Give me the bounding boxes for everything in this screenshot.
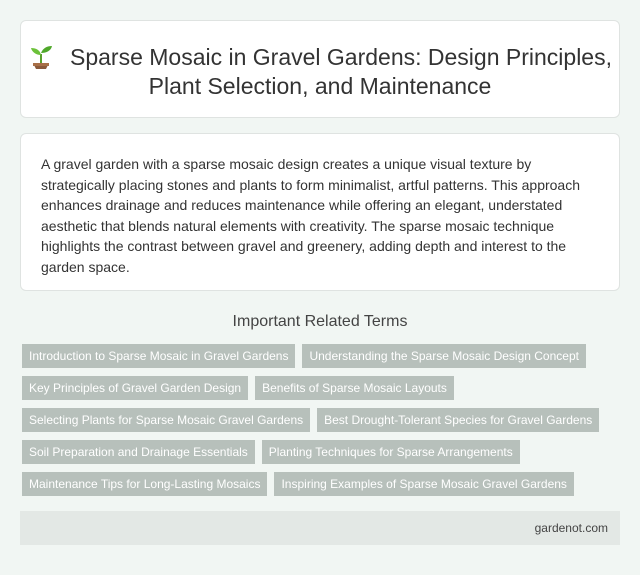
footer-site-link[interactable]: gardenot.com <box>534 521 608 535</box>
term-tag[interactable]: Selecting Plants for Sparse Mosaic Gravel Gardens <box>22 408 310 432</box>
intro-paragraph: A gravel garden with a sparse mosaic design creates a unique visual texture by strategically placing stones and plants to form minimalist, artful patterns. This approach enhances drainage and reduces maintenance while offering an elegant, understated aesthetic that blends natural elements with creativity. The sparse mosaic technique highlights the contrast between gravel and greenery, adding depth and interest to the garden space. <box>41 156 580 275</box>
term-tag[interactable]: Maintenance Tips for Long-Lasting Mosaics <box>22 472 267 496</box>
term-tag[interactable]: Key Principles of Gravel Garden Design <box>22 376 248 400</box>
terms-row <box>22 408 622 440</box>
term-tag[interactable]: Best Drought-Tolerant Species for Gravel Gardens <box>317 408 599 432</box>
term-tag[interactable]: Benefits of Sparse Mosaic Layouts <box>255 376 454 400</box>
term-tag[interactable]: Inspiring Examples of Sparse Mosaic Gravel Gardens <box>274 472 573 496</box>
term-tag[interactable]: Understanding the Sparse Mosaic Design Concept <box>302 344 585 368</box>
terms-row <box>22 344 622 376</box>
seedling-icon <box>28 43 54 69</box>
related-terms-heading: Important Related Terms <box>232 313 408 330</box>
page-title-text: Sparse Mosaic in Gravel Gardens: Design Principles, Plant Selection, and Maintenance <box>69 44 612 99</box>
title-card <box>20 20 620 118</box>
terms-row <box>22 376 622 408</box>
related-terms-list <box>22 344 622 504</box>
terms-row <box>22 440 622 472</box>
term-tag[interactable]: Soil Preparation and Drainage Essentials <box>22 440 255 464</box>
intro-card <box>20 133 620 291</box>
terms-row <box>22 472 622 504</box>
term-tag[interactable]: Planting Techniques for Sparse Arrangements <box>262 440 520 464</box>
term-tag[interactable]: Introduction to Sparse Mosaic in Gravel Gardens <box>22 344 295 368</box>
page-title <box>21 43 619 101</box>
footer <box>20 511 620 545</box>
